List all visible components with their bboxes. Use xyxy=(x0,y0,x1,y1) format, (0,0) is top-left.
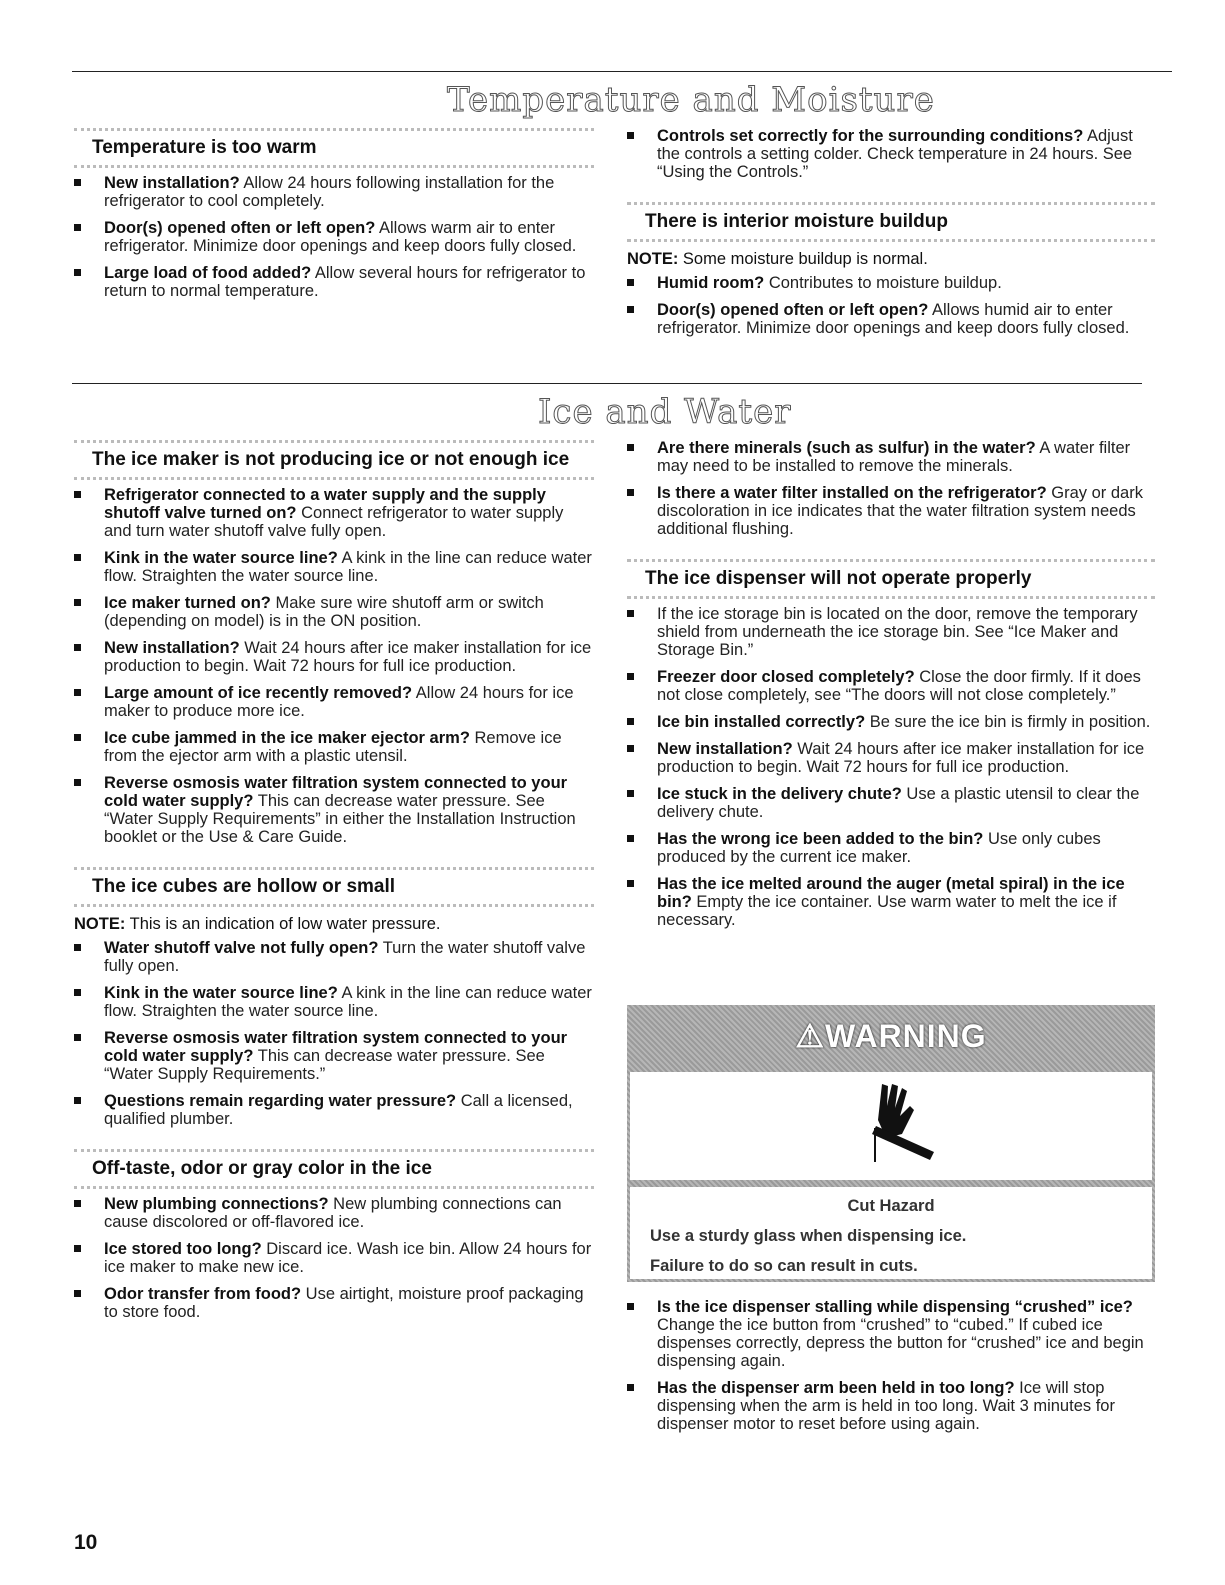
list-item xyxy=(627,484,1155,538)
list-item-answer: Remove ice from the ejector arm with a plastic utensil. xyxy=(104,729,562,765)
list-item-answer: If the ice storage bin is located on the door, remove the temporary shield from underneath the ice storage bin. See “Ice Maker and Storage Bin.” xyxy=(657,605,1138,659)
heading-hollow: The ice cubes are hollow or small xyxy=(74,867,594,907)
list-item-answer: Wait 24 hours after ice maker installation for ice production to begin. Wait 72 hours for full ice production. xyxy=(657,740,1145,776)
list-item xyxy=(627,713,1155,731)
list-item xyxy=(627,1298,1155,1370)
list-item-question: Ice cube jammed in the ice maker ejector arm? xyxy=(104,729,470,747)
list-item xyxy=(627,439,1155,475)
list-item-question: Kink in the water source line? xyxy=(104,984,338,1002)
list-item-answer: Use airtight, moisture proof packaging to store food. xyxy=(104,1285,584,1321)
list-too-warm xyxy=(74,174,594,300)
list-item xyxy=(74,984,594,1020)
list-item-question: Are there minerals (such as sulfur) in the water? xyxy=(657,439,1036,457)
col-ice-right-bottom xyxy=(627,1292,1155,1442)
list-off-taste xyxy=(74,1195,594,1321)
list-item-answer: Use only cubes produced by the current ice maker. xyxy=(657,830,1101,866)
list-item-answer: Allows warm air to enter refrigerator. Minimize door openings and keep doors fully closed. xyxy=(104,219,577,255)
list-item xyxy=(627,875,1155,929)
warning-hazard: Cut Hazard xyxy=(847,1197,935,1215)
list-item-answer: Discard ice. Wash ice bin. Allow 24 hours for ice maker to make new ice. xyxy=(104,1240,592,1276)
list-item xyxy=(627,1379,1155,1433)
warning-icon-area xyxy=(630,1072,1152,1180)
heading-dispenser: The ice dispenser will not operate properly xyxy=(627,559,1155,599)
list-item-question: Large load of food added? xyxy=(104,264,312,282)
list-item-answer: Close the door firmly. If it does not close completely, see “The doors will not close completely.” xyxy=(657,668,1141,704)
list-item-question: Water shutoff valve not fully open? xyxy=(104,939,379,957)
list-item xyxy=(74,1195,594,1231)
col-temp-right xyxy=(627,121,1155,346)
list-hollow xyxy=(74,939,594,1128)
page-number: 10 xyxy=(74,1531,98,1554)
warning-title: ⚠WARNING xyxy=(795,1018,987,1054)
list-item-question: Ice stuck in the delivery chute? xyxy=(657,785,902,803)
heading-moisture: There is interior moisture buildup xyxy=(627,202,1155,242)
list-item-answer: Allow several hours for refrigerator to return to normal temperature. xyxy=(104,264,586,300)
list-item-answer: Allow 24 hours following installation for the refrigerator to cool completely. xyxy=(104,174,555,210)
middle-rule xyxy=(72,383,1142,384)
list-item-answer: This can decrease water pressure. See “Water Supply Requirements” in either the Installation Instruction booklet or the Use & Care Guide. xyxy=(104,792,576,846)
list-item-answer: Change the ice button from “crushed” to “cubed.” If cubed ice dispenses correctly, depress the button for “crushed” ice and begin dispensing again. xyxy=(657,1316,1144,1370)
list-item-answer: Contributes to moisture buildup. xyxy=(764,274,1002,292)
list-item-answer: Connect refrigerator to water supply and turn water shutoff valve fully open. xyxy=(104,504,564,540)
list-item xyxy=(74,729,594,765)
warning-triangle-icon: ⚠ xyxy=(795,1018,826,1054)
list-item-question: Ice bin installed correctly? xyxy=(657,713,866,731)
list-item xyxy=(74,174,594,210)
list-item-answer: Gray or dark discoloration in ice indicates that the water filtration system needs additional flushing. xyxy=(657,484,1143,538)
list-controls xyxy=(627,127,1155,181)
warning-text-area xyxy=(630,1187,1152,1279)
col-ice-left xyxy=(74,440,594,1330)
list-item-answer: Use a plastic utensil to clear the delivery chute. xyxy=(657,785,1140,821)
list-item-answer: Call a licensed, qualified plumber. xyxy=(104,1092,573,1128)
list-item-answer: Turn the water shutoff valve fully open. xyxy=(104,939,586,975)
list-right-top xyxy=(627,439,1155,538)
col-ice-right-top xyxy=(627,433,1155,938)
list-item-question: Is there a water filter installed on the refrigerator? xyxy=(657,484,1047,502)
list-item xyxy=(627,740,1155,776)
warning-box xyxy=(627,1005,1155,1282)
list-item-answer: Allows humid air to enter refrigerator. Minimize door openings and keep doors fully closed. xyxy=(657,301,1130,337)
list-item xyxy=(74,1285,594,1321)
list-item xyxy=(74,639,594,675)
list-item-question: Odor transfer from food? xyxy=(104,1285,302,1303)
list-item xyxy=(74,1240,594,1276)
cut-hazard-hand-icon xyxy=(842,1076,942,1176)
list-item-controls: Controls set correctly for the surrounding conditions? Adjust the controls a setting colder. Check temperature in 24 hours. See “Using the Controls.” xyxy=(627,127,1155,181)
list-item xyxy=(627,274,1155,292)
list-item-question: Door(s) opened often or left open? xyxy=(104,219,376,237)
list-item-answer: Ice will stop dispensing when the arm is held in too long. Wait 3 minutes for dispenser motor to reset before using again. xyxy=(657,1379,1115,1433)
list-after-warning xyxy=(627,1298,1155,1433)
list-item-question: New installation? xyxy=(104,174,240,192)
warning-line-1: Use a sturdy glass when dispensing ice. xyxy=(650,1227,967,1245)
list-item xyxy=(627,668,1155,704)
list-moisture xyxy=(627,274,1155,337)
list-item-question: New installation? xyxy=(104,639,240,657)
list-item-question: Ice stored too long? xyxy=(104,1240,262,1258)
list-item-answer: Be sure the ice bin is firmly in position. xyxy=(865,713,1151,731)
warning-line-2: Failure to do so can result in cuts. xyxy=(650,1257,918,1275)
list-item xyxy=(74,684,594,720)
list-item-question: Large amount of ice recently removed? xyxy=(104,684,413,702)
list-item-question: Humid room? xyxy=(657,274,765,292)
list-item xyxy=(627,301,1155,337)
list-item-answer: New plumbing connections can cause discolored or off-flavored ice. xyxy=(104,1195,562,1231)
list-item xyxy=(74,774,594,846)
list-item-answer: This can decrease water pressure. See “Water Supply Requirements.” xyxy=(104,1047,545,1083)
top-rule xyxy=(72,71,1172,72)
list-item xyxy=(627,785,1155,821)
list-item-answer: A kink in the line can reduce water flow. Straighten the water source line. xyxy=(104,984,592,1020)
section-title-temperature: Temperature and Moisture xyxy=(447,80,935,120)
section-title-ice: Ice and Water xyxy=(538,392,792,432)
list-item-question: Freezer door closed completely? xyxy=(657,668,915,686)
list-item xyxy=(74,264,594,300)
list-item-question: Ice maker turned on? xyxy=(104,594,271,612)
list-item-question: Is the ice dispenser stalling while dispensing “crushed” ice? xyxy=(657,1298,1133,1316)
list-item xyxy=(74,486,594,540)
list-item xyxy=(74,219,594,255)
list-item-question: Door(s) opened often or left open? xyxy=(657,301,929,319)
heading-not-producing: The ice maker is not producing ice or not enough ice xyxy=(74,440,594,480)
heading-off-taste: Off-taste, odor or gray color in the ice xyxy=(74,1149,594,1189)
list-item xyxy=(74,939,594,975)
list-item-answer: Make sure wire shutoff arm or switch (depending on model) is in the ON position. xyxy=(104,594,544,630)
list-item-question: Has the wrong ice been added to the bin? xyxy=(657,830,984,848)
list-item-question: Kink in the water source line? xyxy=(104,549,338,567)
list-not-producing xyxy=(74,486,594,846)
list-item-answer: Allow 24 hours for ice maker to produce more ice. xyxy=(104,684,574,720)
list-item-answer: Empty the ice container. Use warm water to melt the ice if necessary. xyxy=(657,893,1117,929)
list-item-answer: A water filter may need to be installed to remove the minerals. xyxy=(657,439,1131,475)
list-item-question: New plumbing connections? xyxy=(104,1195,329,1213)
list-item xyxy=(627,830,1155,866)
list-item-question: Refrigerator connected to a water supply and the supply shutoff valve turned on? xyxy=(104,486,546,522)
list-item xyxy=(74,594,594,630)
list-item xyxy=(74,1092,594,1128)
list-item-answer: Wait 24 hours after ice maker installation for ice production to begin. Wait 72 hours for full ice production. xyxy=(104,639,592,675)
list-item xyxy=(74,549,594,585)
list-item-answer: A kink in the line can reduce water flow. Straighten the water source line. xyxy=(104,549,592,585)
list-item-question: Reverse osmosis water filtration system connected to your cold water supply? xyxy=(104,1029,568,1065)
list-item xyxy=(74,1029,594,1083)
list-item-question: Questions remain regarding water pressure? xyxy=(104,1092,457,1110)
list-item-question: New installation? xyxy=(657,740,793,758)
heading-too-warm: Temperature is too warm xyxy=(74,128,594,168)
note-moisture: NOTE: Some moisture buildup is normal. xyxy=(627,250,928,268)
col-temp-left xyxy=(74,128,594,309)
list-dispenser xyxy=(627,605,1155,929)
list-item-question: Has the dispenser arm been held in too long? xyxy=(657,1379,1015,1397)
list-item xyxy=(627,605,1155,659)
list-item-question: Has the ice melted around the auger (metal spiral) in the ice bin? xyxy=(657,875,1125,911)
note-hollow: NOTE: This is an indication of low water pressure. xyxy=(74,915,441,933)
list-item-question: Reverse osmosis water filtration system connected to your cold water supply? xyxy=(104,774,568,810)
